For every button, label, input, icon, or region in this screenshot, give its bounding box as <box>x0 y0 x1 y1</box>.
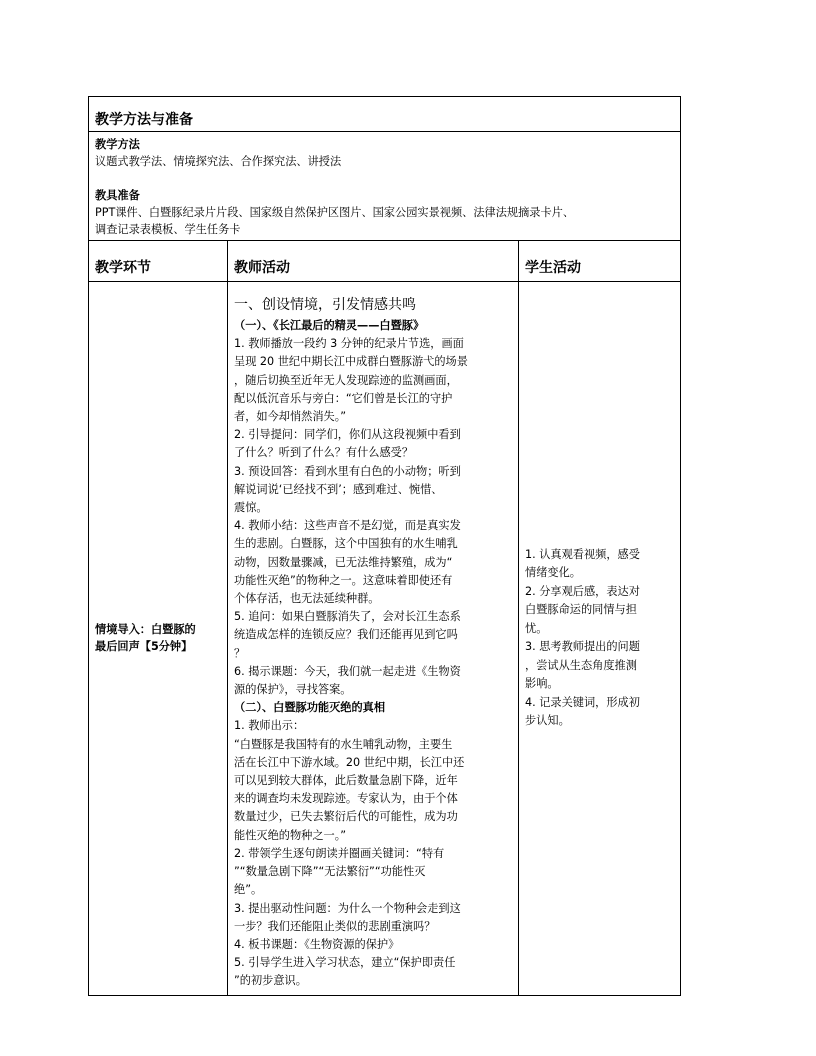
methods-and-tools <box>89 132 681 241</box>
methods-heading: 教学方法 <box>95 138 140 151</box>
stage-label: 情境导入：白暨豚的 <box>95 623 196 637</box>
teacher-text-line: 生的悲剧。白暨豚，这个中国独有的水生哺乳 <box>234 537 458 551</box>
methods-text: 议题式教学法、情境探究法、合作探究法、讲授法 <box>95 155 342 168</box>
teacher-text-line: “白暨豚是我国特有的水生哺乳动物，主要生 <box>234 737 453 751</box>
student-lines <box>525 546 674 731</box>
teacher-text-line: 6. 揭示课题：今天，我们就一起走进《生物资 <box>234 664 461 678</box>
teacher-text-line: 可以见到较大群体，此后数量急剧下降，近年 <box>234 774 458 788</box>
student-text-line: 影响。 <box>525 677 559 691</box>
header-teacher: 教师活动 <box>228 241 519 282</box>
student-text-line: 忧。 <box>525 621 548 635</box>
student-text-line: 2. 分享观后感，表达对 <box>525 584 640 598</box>
teacher-text-line: 2. 引导提问：同学们，你们从这段视频中看到 <box>234 428 461 442</box>
student-text-line: 步认知。 <box>525 714 570 728</box>
student-text-line: 白暨豚命运的同情与担 <box>525 603 637 617</box>
teacher-text-line: 解说词说‘已经找不到’；感到难过、惋惜、 <box>234 482 443 496</box>
header-stage: 教学环节 <box>89 241 228 282</box>
teacher-text-line: 1. 教师出示： <box>234 719 305 733</box>
teacher-text-line: 来的调查均未发现踪迹。专家认为，由于个体 <box>234 792 458 806</box>
teacher-text-line: 功能性灭绝”的物种之一。这意味着即使还有 <box>234 573 453 587</box>
student-text-line: 4. 记录关键词，形成初 <box>525 695 640 709</box>
teacher-text-line: 一步？我们还能阻止类似的悲剧重演吗？ <box>234 919 436 933</box>
tools-heading: 教具准备 <box>95 189 140 202</box>
section-title: 教学方法与准备 <box>89 97 681 132</box>
student-activity-cell <box>519 282 681 996</box>
teacher-text-line: ，随后切换至近年无人发现踪迹的监测画面， <box>234 373 458 387</box>
teacher-lines-a <box>234 335 512 699</box>
student-text-line: 情绪变化。 <box>525 566 581 580</box>
teacher-text-line: 震惊。 <box>234 501 268 515</box>
teacher-subheading: （一）、《长江最后的精灵——白暨豚》 <box>234 319 425 332</box>
teacher-text-line: 了什么？听到了什么？有什么感受？ <box>234 446 414 460</box>
teacher-text-line: 绝”。 <box>234 883 263 897</box>
teacher-text-line: 3. 预设回答：看到水里有白色的小动物；听到 <box>234 464 461 478</box>
tools-text: PPT课件、白暨豚纪录片片段、国家级自然保护区图片、国家公园实景视频、法律法规摘录卡片、 <box>95 206 575 219</box>
teacher-text-line: 源的保护》，寻找答案。 <box>234 683 352 697</box>
teacher-lines-b <box>234 717 512 990</box>
teacher-text-line: 呈现 20 世纪中期长江中成群白暨豚游弋的场景 <box>234 355 468 369</box>
teacher-text-line: 4. 板书课题：《生物资源的保护》 <box>234 937 400 951</box>
teacher-text-line: 者，如今却悄然消失。” <box>234 410 347 424</box>
teacher-text-line: 数量过少，已失去繁衍后代的可能性，成为功 <box>234 810 458 824</box>
teacher-text-line: 5. 引导学生进入学习状态，建立“保护即责任 <box>234 956 456 970</box>
teacher-text-line: ”的初步意识。 <box>234 974 307 988</box>
teacher-text-line: 2. 带领学生逐句朗读并圈画关键词：“特有 <box>234 846 445 860</box>
teacher-text-line: ？ <box>234 646 246 660</box>
teacher-text-line: 4. 教师小结：这些声音不是幻觉，而是真实发 <box>234 519 461 533</box>
teacher-text-line: 统造成怎样的连锁反应？我们还能再见到它吗 <box>234 628 458 642</box>
teacher-text-line: 个体存活，也无法延续种群。 <box>234 592 380 606</box>
teacher-heading: 一、创设情境，引发情感共鸣 <box>234 297 416 313</box>
document-page <box>88 96 680 996</box>
teacher-text-line: 活在长江中下游水域。20 世纪中期，长江中还 <box>234 755 465 769</box>
stage-cell <box>89 282 228 996</box>
teacher-text-line: 3. 提出驱动性问题：为什么一个物种会走到这 <box>234 901 461 915</box>
header-student: 学生活动 <box>519 241 681 282</box>
teacher-subheading: （二）、白暨豚功能灭绝的真相 <box>234 701 386 715</box>
teacher-text-line: ”“数量急剧下降”“无法繁衍”“功能性灭 <box>234 865 426 879</box>
student-text-line: 3. 思考教师提出的问题 <box>525 640 640 654</box>
tools-text: 调查记录表模板、学生任务卡 <box>95 223 241 236</box>
teacher-text-line: 1. 教师播放一段约 3 分钟的纪录片节选，画面 <box>234 337 464 351</box>
teacher-text-line: 5. 追问：如果白暨豚消失了，会对长江生态系 <box>234 610 461 624</box>
student-text-line: ，尝试从生态角度推测 <box>525 658 637 672</box>
teacher-text-line: 能性灭绝的物种之一。” <box>234 828 347 842</box>
teacher-text-line: 动物，因数量骤减，已无法维持繁殖，成为“ <box>234 555 453 569</box>
lesson-plan-table <box>88 96 681 996</box>
stage-label: 最后回声【5分钟】 <box>95 640 193 654</box>
teacher-activity-cell <box>228 282 519 996</box>
student-text-line: 1. 认真观看视频，感受 <box>525 547 640 561</box>
teacher-text-line: 配以低沉音乐与旁白：“它们曾是长江的守护 <box>234 391 453 405</box>
